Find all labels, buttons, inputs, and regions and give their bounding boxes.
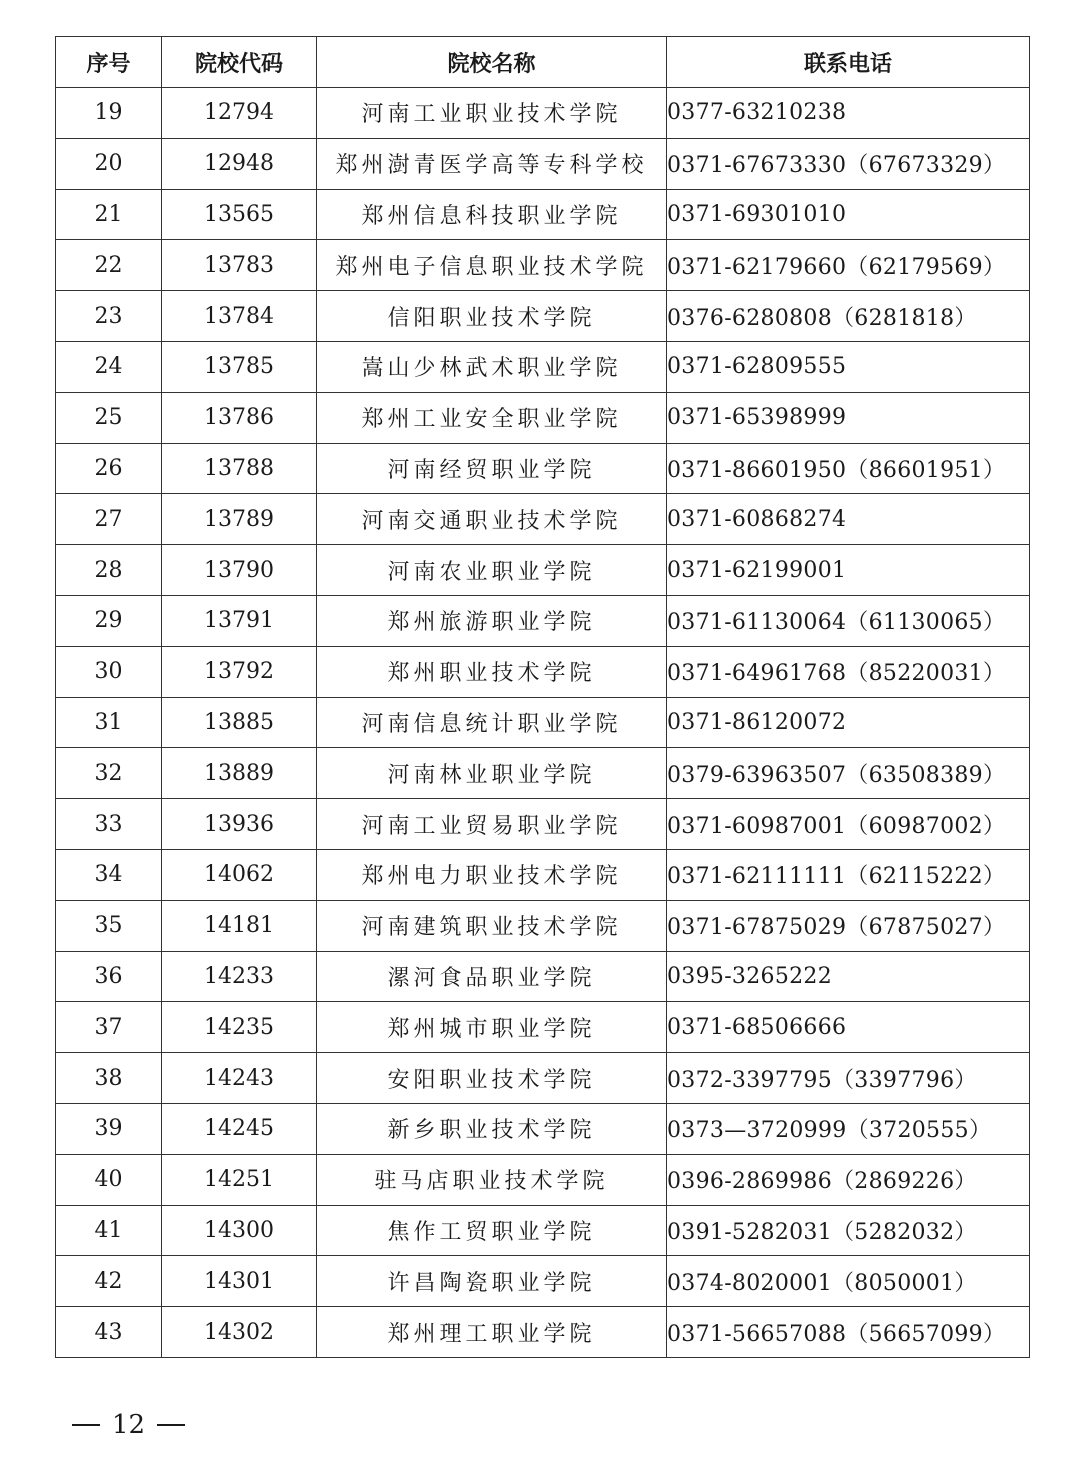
cell-seq: 23 xyxy=(56,291,162,342)
footer-dash-left xyxy=(72,1424,100,1426)
cell-seq: 35 xyxy=(56,900,162,951)
header-phone: 联系电话 xyxy=(667,37,1030,88)
cell-seq: 29 xyxy=(56,595,162,646)
page-footer xyxy=(72,1410,185,1440)
table-row xyxy=(56,545,1030,596)
cell-phone: 0371-67673330（67673329） xyxy=(667,138,1030,189)
cell-code: 13789 xyxy=(162,494,317,545)
cell-phone: 0371-62809555 xyxy=(667,341,1030,392)
table-header xyxy=(56,37,1030,88)
cell-seq: 42 xyxy=(56,1256,162,1307)
cell-phone: 0371-65398999 xyxy=(667,392,1030,443)
cell-phone: 0371-62199001 xyxy=(667,545,1030,596)
cell-code: 13786 xyxy=(162,392,317,443)
table-row xyxy=(56,1307,1030,1358)
cell-seq: 34 xyxy=(56,849,162,900)
cell-seq: 22 xyxy=(56,240,162,291)
cell-code: 14251 xyxy=(162,1154,317,1205)
cell-seq: 19 xyxy=(56,88,162,139)
cell-name: 信阳职业技术学院 xyxy=(317,291,667,342)
table-row xyxy=(56,849,1030,900)
cell-phone: 0371-86120072 xyxy=(667,697,1030,748)
cell-seq: 41 xyxy=(56,1205,162,1256)
cell-name: 焦作工贸职业学院 xyxy=(317,1205,667,1256)
table-row xyxy=(56,443,1030,494)
header-name: 院校名称 xyxy=(317,37,667,88)
cell-seq: 26 xyxy=(56,443,162,494)
cell-seq: 40 xyxy=(56,1154,162,1205)
cell-name: 河南工业职业技术学院 xyxy=(317,88,667,139)
cell-name: 河南信息统计职业学院 xyxy=(317,697,667,748)
table-row xyxy=(56,1205,1030,1256)
cell-seq: 37 xyxy=(56,1002,162,1053)
header-seq: 序号 xyxy=(56,37,162,88)
table-row xyxy=(56,341,1030,392)
table-row xyxy=(56,392,1030,443)
cell-phone: 0374-8020001（8050001） xyxy=(667,1256,1030,1307)
cell-seq: 24 xyxy=(56,341,162,392)
cell-code: 14302 xyxy=(162,1307,317,1358)
cell-code: 13885 xyxy=(162,697,317,748)
table-row xyxy=(56,291,1030,342)
header-code: 院校代码 xyxy=(162,37,317,88)
table-row xyxy=(56,1053,1030,1104)
cell-name: 河南交通职业技术学院 xyxy=(317,494,667,545)
table-row xyxy=(56,646,1030,697)
cell-seq: 20 xyxy=(56,138,162,189)
page-number: 12 xyxy=(112,1410,146,1440)
table-row xyxy=(56,88,1030,139)
cell-code: 14233 xyxy=(162,951,317,1002)
cell-name: 郑州职业技术学院 xyxy=(317,646,667,697)
cell-seq: 31 xyxy=(56,697,162,748)
table-row xyxy=(56,595,1030,646)
cell-seq: 38 xyxy=(56,1053,162,1104)
cell-name: 郑州工业安全职业学院 xyxy=(317,392,667,443)
cell-name: 河南工业贸易职业学院 xyxy=(317,799,667,850)
cell-code: 13783 xyxy=(162,240,317,291)
cell-phone: 0371-61130064（61130065） xyxy=(667,595,1030,646)
table-row xyxy=(56,748,1030,799)
cell-seq: 36 xyxy=(56,951,162,1002)
table-row xyxy=(56,1154,1030,1205)
cell-name: 安阳职业技术学院 xyxy=(317,1053,667,1104)
cell-code: 12794 xyxy=(162,88,317,139)
cell-name: 嵩山少林武术职业学院 xyxy=(317,341,667,392)
cell-phone: 0371-60868274 xyxy=(667,494,1030,545)
footer-dash-right xyxy=(157,1424,185,1426)
table-row xyxy=(56,697,1030,748)
cell-name: 河南农业职业学院 xyxy=(317,545,667,596)
cell-name: 郑州电力职业技术学院 xyxy=(317,849,667,900)
cell-phone: 0371-69301010 xyxy=(667,189,1030,240)
cell-name: 郑州澍青医学高等专科学校 xyxy=(317,138,667,189)
table-row xyxy=(56,240,1030,291)
cell-code: 13565 xyxy=(162,189,317,240)
cell-phone: 0371-62179660（62179569） xyxy=(667,240,1030,291)
table-row xyxy=(56,900,1030,951)
cell-name: 郑州电子信息职业技术学院 xyxy=(317,240,667,291)
cell-code: 13785 xyxy=(162,341,317,392)
cell-name: 郑州城市职业学院 xyxy=(317,1002,667,1053)
table-row xyxy=(56,1103,1030,1154)
cell-phone: 0371-60987001（60987002） xyxy=(667,799,1030,850)
cell-code: 13792 xyxy=(162,646,317,697)
cell-code: 13936 xyxy=(162,799,317,850)
cell-code: 14300 xyxy=(162,1205,317,1256)
table-row xyxy=(56,1002,1030,1053)
cell-code: 13791 xyxy=(162,595,317,646)
cell-phone: 0377-63210238 xyxy=(667,88,1030,139)
cell-name: 郑州信息科技职业学院 xyxy=(317,189,667,240)
cell-phone: 0373—3720999（3720555） xyxy=(667,1103,1030,1154)
cell-code: 13889 xyxy=(162,748,317,799)
table-row xyxy=(56,189,1030,240)
header-row xyxy=(56,37,1030,88)
cell-code: 12948 xyxy=(162,138,317,189)
cell-seq: 30 xyxy=(56,646,162,697)
cell-code: 14181 xyxy=(162,900,317,951)
cell-name: 驻马店职业技术学院 xyxy=(317,1154,667,1205)
cell-seq: 33 xyxy=(56,799,162,850)
cell-seq: 25 xyxy=(56,392,162,443)
cell-phone: 0376-6280808（6281818） xyxy=(667,291,1030,342)
cell-phone: 0372-3397795（3397796） xyxy=(667,1053,1030,1104)
cell-phone: 0371-68506666 xyxy=(667,1002,1030,1053)
cell-seq: 27 xyxy=(56,494,162,545)
table-row xyxy=(56,799,1030,850)
school-contact-table xyxy=(55,36,1030,1358)
table-body xyxy=(56,88,1030,1358)
cell-phone: 0371-62111111（62115222） xyxy=(667,849,1030,900)
cell-phone: 0391-5282031（5282032） xyxy=(667,1205,1030,1256)
cell-seq: 32 xyxy=(56,748,162,799)
table-row xyxy=(56,1256,1030,1307)
cell-phone: 0371-64961768（85220031） xyxy=(667,646,1030,697)
cell-phone: 0371-86601950（86601951） xyxy=(667,443,1030,494)
table-row xyxy=(56,494,1030,545)
cell-name: 新乡职业技术学院 xyxy=(317,1103,667,1154)
cell-name: 许昌陶瓷职业学院 xyxy=(317,1256,667,1307)
table-row xyxy=(56,138,1030,189)
cell-phone: 0371-67875029（67875027） xyxy=(667,900,1030,951)
cell-code: 13790 xyxy=(162,545,317,596)
cell-seq: 43 xyxy=(56,1307,162,1358)
cell-code: 14243 xyxy=(162,1053,317,1104)
cell-phone: 0371-56657088（56657099） xyxy=(667,1307,1030,1358)
cell-name: 河南建筑职业技术学院 xyxy=(317,900,667,951)
cell-code: 13784 xyxy=(162,291,317,342)
cell-name: 河南经贸职业学院 xyxy=(317,443,667,494)
cell-name: 河南林业职业学院 xyxy=(317,748,667,799)
cell-seq: 21 xyxy=(56,189,162,240)
table-row xyxy=(56,951,1030,1002)
cell-seq: 28 xyxy=(56,545,162,596)
cell-phone: 0379-63963507（63508389） xyxy=(667,748,1030,799)
cell-name: 郑州理工职业学院 xyxy=(317,1307,667,1358)
cell-phone: 0395-3265222 xyxy=(667,951,1030,1002)
cell-name: 漯河食品职业学院 xyxy=(317,951,667,1002)
cell-code: 14235 xyxy=(162,1002,317,1053)
cell-code: 14245 xyxy=(162,1103,317,1154)
cell-code: 14062 xyxy=(162,849,317,900)
cell-phone: 0396-2869986（2869226） xyxy=(667,1154,1030,1205)
cell-code: 13788 xyxy=(162,443,317,494)
cell-seq: 39 xyxy=(56,1103,162,1154)
cell-code: 14301 xyxy=(162,1256,317,1307)
cell-name: 郑州旅游职业学院 xyxy=(317,595,667,646)
